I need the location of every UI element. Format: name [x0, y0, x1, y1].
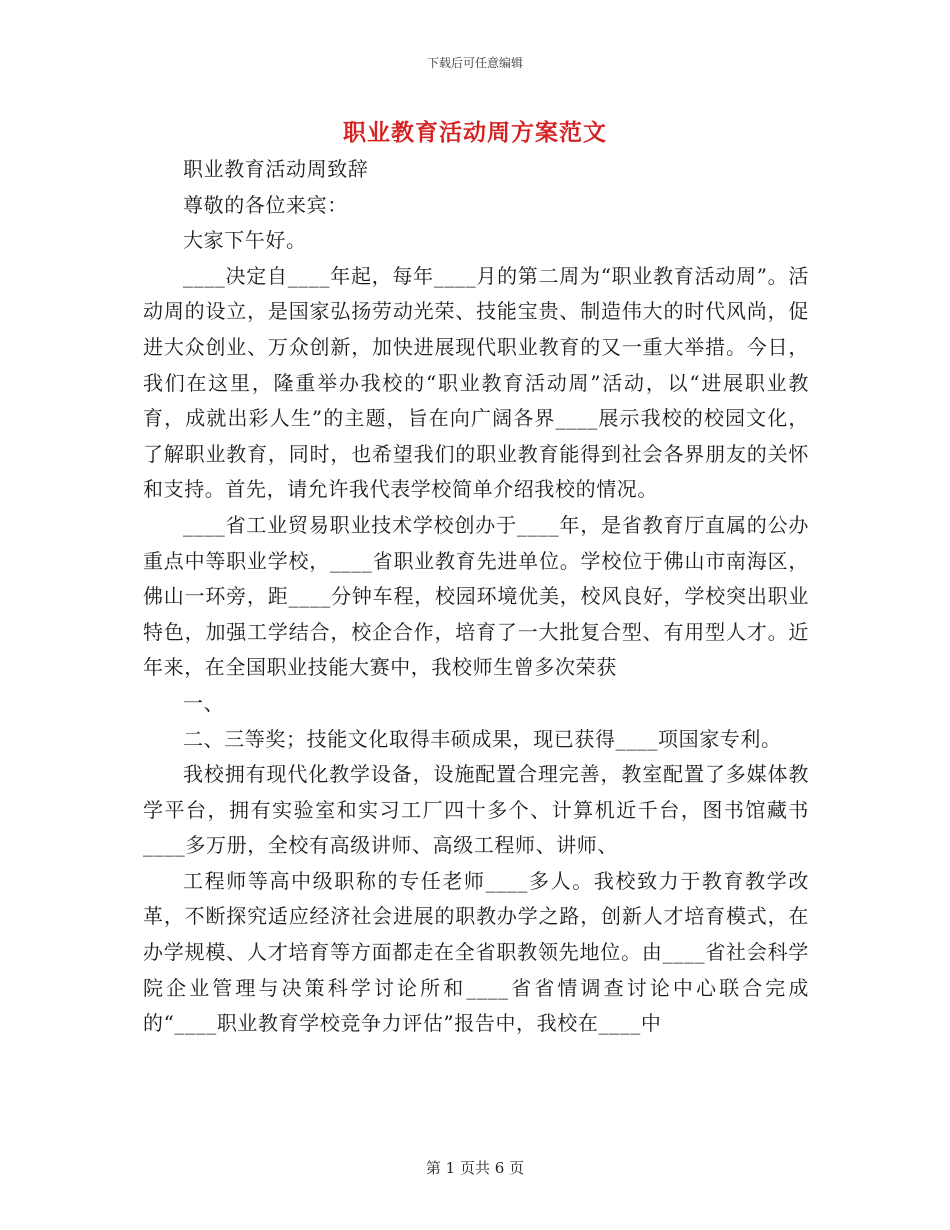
paragraph-award-first: 一、: [183, 690, 225, 715]
paragraph-speech-title: 职业教育活动周致辞: [183, 157, 369, 181]
paragraph-greeting: 大家下午好。: [183, 228, 307, 253]
document-title: 职业教育活动周方案范文: [343, 119, 607, 146]
paragraph-intro: ____决定自____年起，每年____月的第二周为“职业教育活动周”。活动周的设立，是国家弘扬劳动光荣、技能宝贵、制造伟大的时代风尚，促进大众创业、万众创新，加快进展现代职业教育的又一重大举措。今日，我们在这里，隆重举办我校的“职业教育活动周”活动，以“进展职业教育，成就出彩人生”的主题，旨在向广阔各界____展示我校的校园文化，了解职业教育，同时，也希望我们的职业教育能得到社会各界朋友的关怀和支持。首先，请允许我代表学校简单介绍我校的情况。: [143, 263, 809, 502]
page-number: 第 1 页共 6 页: [425, 1159, 525, 1177]
paragraph-faculty: 工程师等高中级职称的专任老师____多人。我校致力于教育教学改革，不断探究适应经济社会进展的职教办学之路，创新人才培育模式，在办学规模、人才培育等方面都走在全省职教领先地位。由____省社会科学院企业管理与决策科学讨论所和____省省情调查讨论中心联合完成的“____职业教育学校竞争力评估”报告中，我校在____中: [143, 868, 809, 1036]
document-body: [143, 152, 809, 1042]
paragraph-school-profile: ____省工业贸易职业技术学校创办于____年，是省教育厅直属的公办重点中等职业学校，____省职业教育先进单位。学校位于佛山市南海区，佛山一环旁，距____分钟车程，校园环境优美，校风良好，学校突出职业特色，加强工学结合，校企合作，培育了一大批复合型、有用型人才。近年来，在全国职业技能大赛中，我校师生曾多次荣获: [143, 512, 809, 680]
paragraph-award-second: 二、三等奖；技能文化取得丰硕成果，现已获得____项国家专利。: [183, 726, 782, 751]
paragraph-salutation: 尊敬的各位来宾：: [183, 192, 348, 217]
header-note: 下载后可任意编辑: [426, 56, 523, 70]
paragraph-facilities: 我校拥有现代化教学设备，设施配置合理完善，教室配置了多媒体教学平台，拥有实验室和实习工厂四十多个、计算机近千台，图书馆藏书____多万册，全校有高级讲师、高级工程师、讲师、: [143, 762, 809, 858]
